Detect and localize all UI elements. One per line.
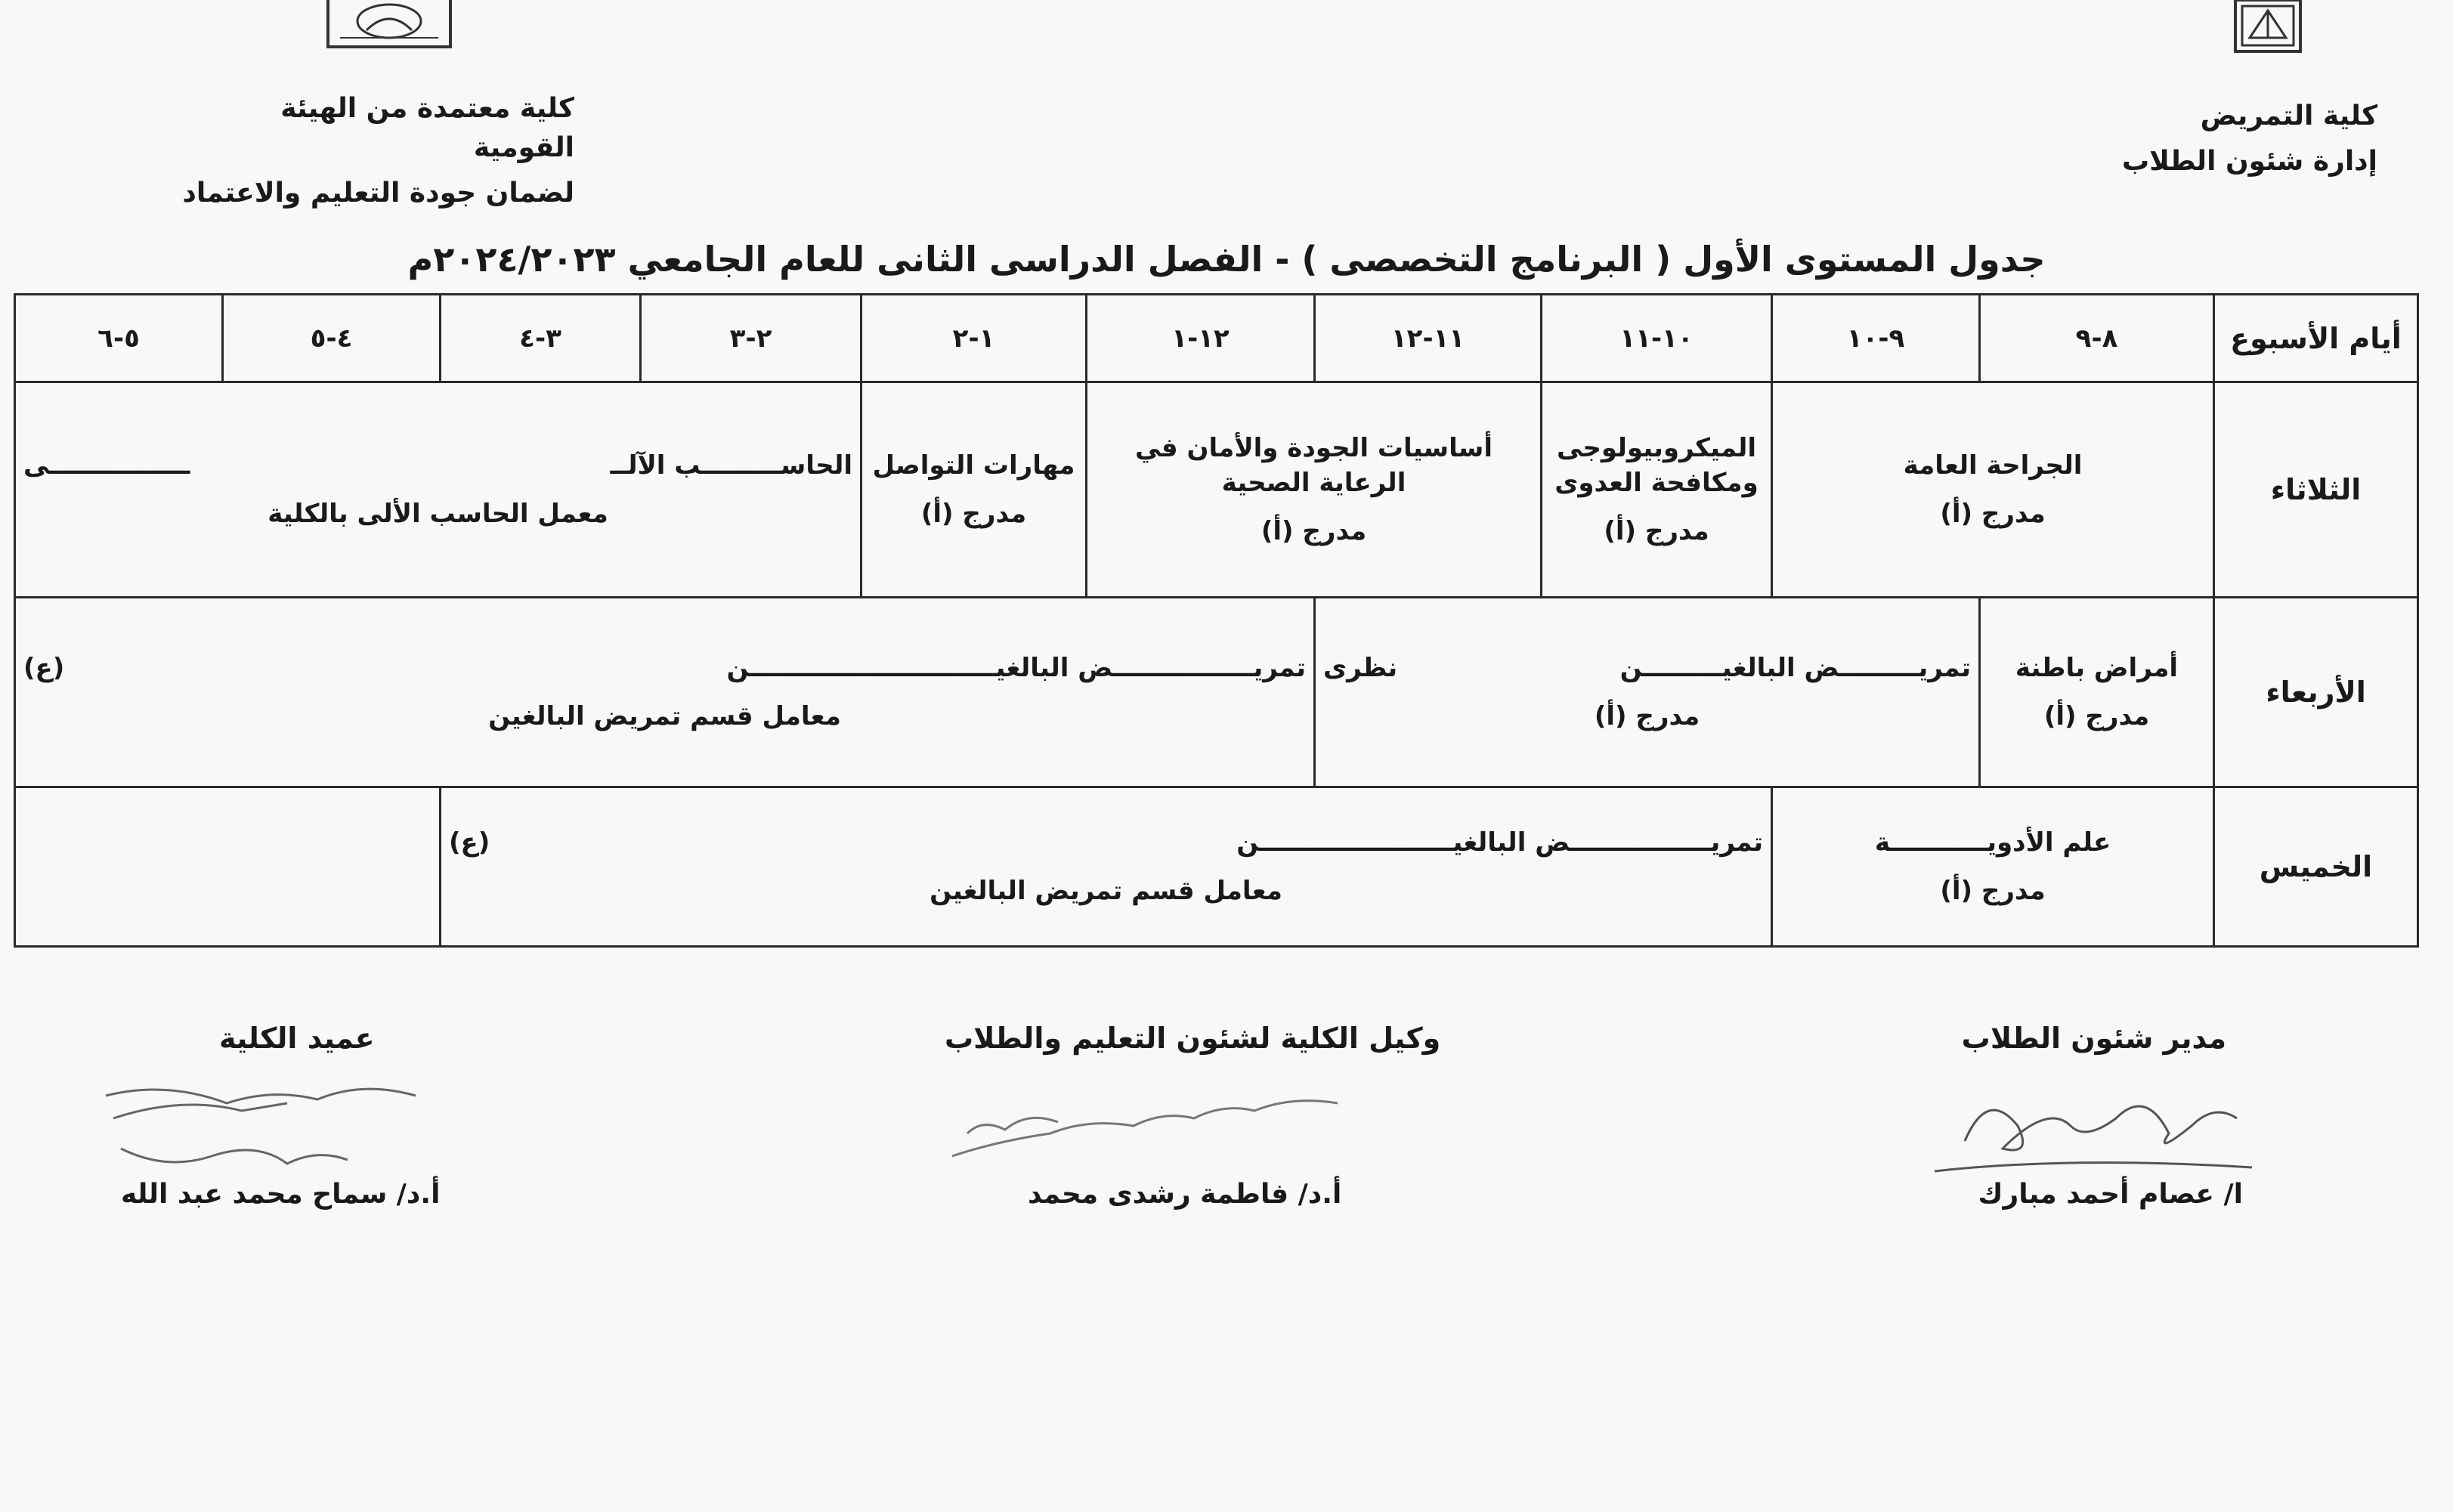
wednesday-row bbox=[15, 598, 2418, 787]
course-type: (ع) bbox=[23, 653, 65, 684]
day-label: الثلاثاء bbox=[2214, 382, 2418, 598]
signature-left bbox=[91, 1065, 453, 1186]
university-logo bbox=[2233, 0, 2303, 54]
course-type: (ع) bbox=[449, 827, 490, 858]
time-slot: ٤-٥ bbox=[223, 295, 441, 382]
time-slot: ٩-١٠ bbox=[1772, 295, 1980, 382]
course-name-part: الحاســـــــــب الآلــ bbox=[610, 450, 852, 481]
class-cell bbox=[1772, 787, 2214, 947]
time-slot: ١-٢ bbox=[861, 295, 1087, 382]
time-header-row bbox=[15, 295, 2418, 382]
class-cell bbox=[15, 382, 861, 598]
room-name: معامل قسم تمريض البالغين bbox=[488, 701, 841, 732]
class-cell bbox=[1087, 382, 1542, 598]
room-name: معمل الحاسب الألى بالكلية bbox=[268, 499, 608, 530]
course-name: الجراحة العامة bbox=[1903, 450, 2083, 481]
course-name: علم الأدويـــــــــــة bbox=[1874, 827, 2111, 858]
class-cell bbox=[861, 382, 1087, 598]
room-name: مدرج (أ) bbox=[1940, 499, 2046, 530]
time-slot: ١١-١٢ bbox=[1315, 295, 1542, 382]
accreditation-line2: لضمان جودة التعليم والاعتماد bbox=[182, 178, 574, 209]
class-cell bbox=[1542, 382, 1772, 598]
signature-middle bbox=[937, 1073, 1360, 1171]
time-slot: ٢-٣ bbox=[641, 295, 861, 382]
faculty-name: كلية التمريض bbox=[2200, 100, 2377, 131]
schedule-table bbox=[14, 293, 2419, 948]
room-name: مدرج (أ) bbox=[1604, 516, 1709, 547]
page-title: جدول المستوى الأول ( البرنامج التخصصى ) - الفصل الدراسى الثانى للعام الجامعي ٢٠٢٤/٢٠٢٣م bbox=[407, 239, 2046, 280]
department-name: إدارة شئون الطلاب bbox=[2121, 146, 2377, 177]
course-name: أساسيات الجودة والأمان في الرعاية الصحية bbox=[1135, 433, 1493, 499]
course-name: الميكروبيولوجى ومكافحة العدوى bbox=[1554, 433, 1759, 499]
room-name: مدرج (أ) bbox=[1940, 876, 2046, 907]
course-name: أمراض باطنة bbox=[2015, 653, 2179, 684]
room-name: مدرج (أ) bbox=[1261, 516, 1367, 547]
header-right bbox=[1848, 97, 2377, 181]
student-affairs-director-title: مدير شئون الطلاب bbox=[1961, 1022, 2226, 1055]
course-name-part: تمريــــــــــــــــض البالغيــــــــــــــــــــــــــــن bbox=[726, 653, 1306, 684]
days-of-week-header: أيام الأسبوع bbox=[2214, 295, 2418, 382]
empty-cell bbox=[15, 787, 441, 947]
course-name bbox=[449, 825, 1763, 860]
day-label: الخميس bbox=[2214, 787, 2418, 947]
class-cell bbox=[1315, 598, 1980, 787]
tuesday-row bbox=[15, 382, 2418, 598]
time-slot: ٨-٩ bbox=[1980, 295, 2214, 382]
vice-dean-name: أ.د/ فاطمة رشدى محمد bbox=[1028, 1179, 1342, 1210]
time-slot: ٥-٦ bbox=[15, 295, 223, 382]
vice-dean-title: وكيل الكلية لشئون التعليم والطلاب bbox=[945, 1022, 1441, 1055]
accreditation-line1: كلية معتمدة من الهيئة القومية bbox=[280, 93, 574, 163]
class-cell bbox=[15, 598, 1315, 787]
course-name-part: تمريـــــــــض البالغيـــــــــن bbox=[1619, 653, 1971, 684]
course-name bbox=[23, 448, 852, 483]
course-type: نظرى bbox=[1323, 653, 1398, 684]
room-name: مدرج (أ) bbox=[1594, 701, 1700, 732]
day-label: الأربعاء bbox=[2214, 598, 2418, 787]
time-slot: ٣-٤ bbox=[441, 295, 641, 382]
course-name-part: تمريــــــــــــــــض البالغيــــــــــــــــــــــن bbox=[1236, 827, 1763, 858]
class-cell bbox=[1772, 382, 2214, 598]
dean-name: أ.د/ سماح محمد عبد الله bbox=[121, 1179, 441, 1210]
room-name: معامل قسم تمريض البالغين bbox=[930, 876, 1282, 907]
signature-right bbox=[1919, 1073, 2267, 1186]
course-name bbox=[1323, 651, 1971, 685]
room-name: مدرج (أ) bbox=[2043, 701, 2150, 732]
course-name-part: ــــــــــــــــى bbox=[23, 450, 190, 481]
time-slot: ١٠-١١ bbox=[1542, 295, 1772, 382]
thursday-row bbox=[15, 787, 2418, 947]
header-left bbox=[181, 89, 574, 213]
class-cell bbox=[1980, 598, 2214, 787]
course-name bbox=[23, 651, 1306, 685]
time-slot: ١٢-١ bbox=[1087, 295, 1315, 382]
class-cell bbox=[441, 787, 1772, 947]
course-name: مهارات التواصل bbox=[872, 450, 1075, 481]
student-affairs-director-name: ا/ عصام أحمد مبارك bbox=[1978, 1179, 2243, 1210]
accreditation-seal bbox=[325, 0, 453, 53]
room-name: مدرج (أ) bbox=[920, 499, 1027, 530]
dean-title: عميد الكلية bbox=[219, 1022, 375, 1055]
